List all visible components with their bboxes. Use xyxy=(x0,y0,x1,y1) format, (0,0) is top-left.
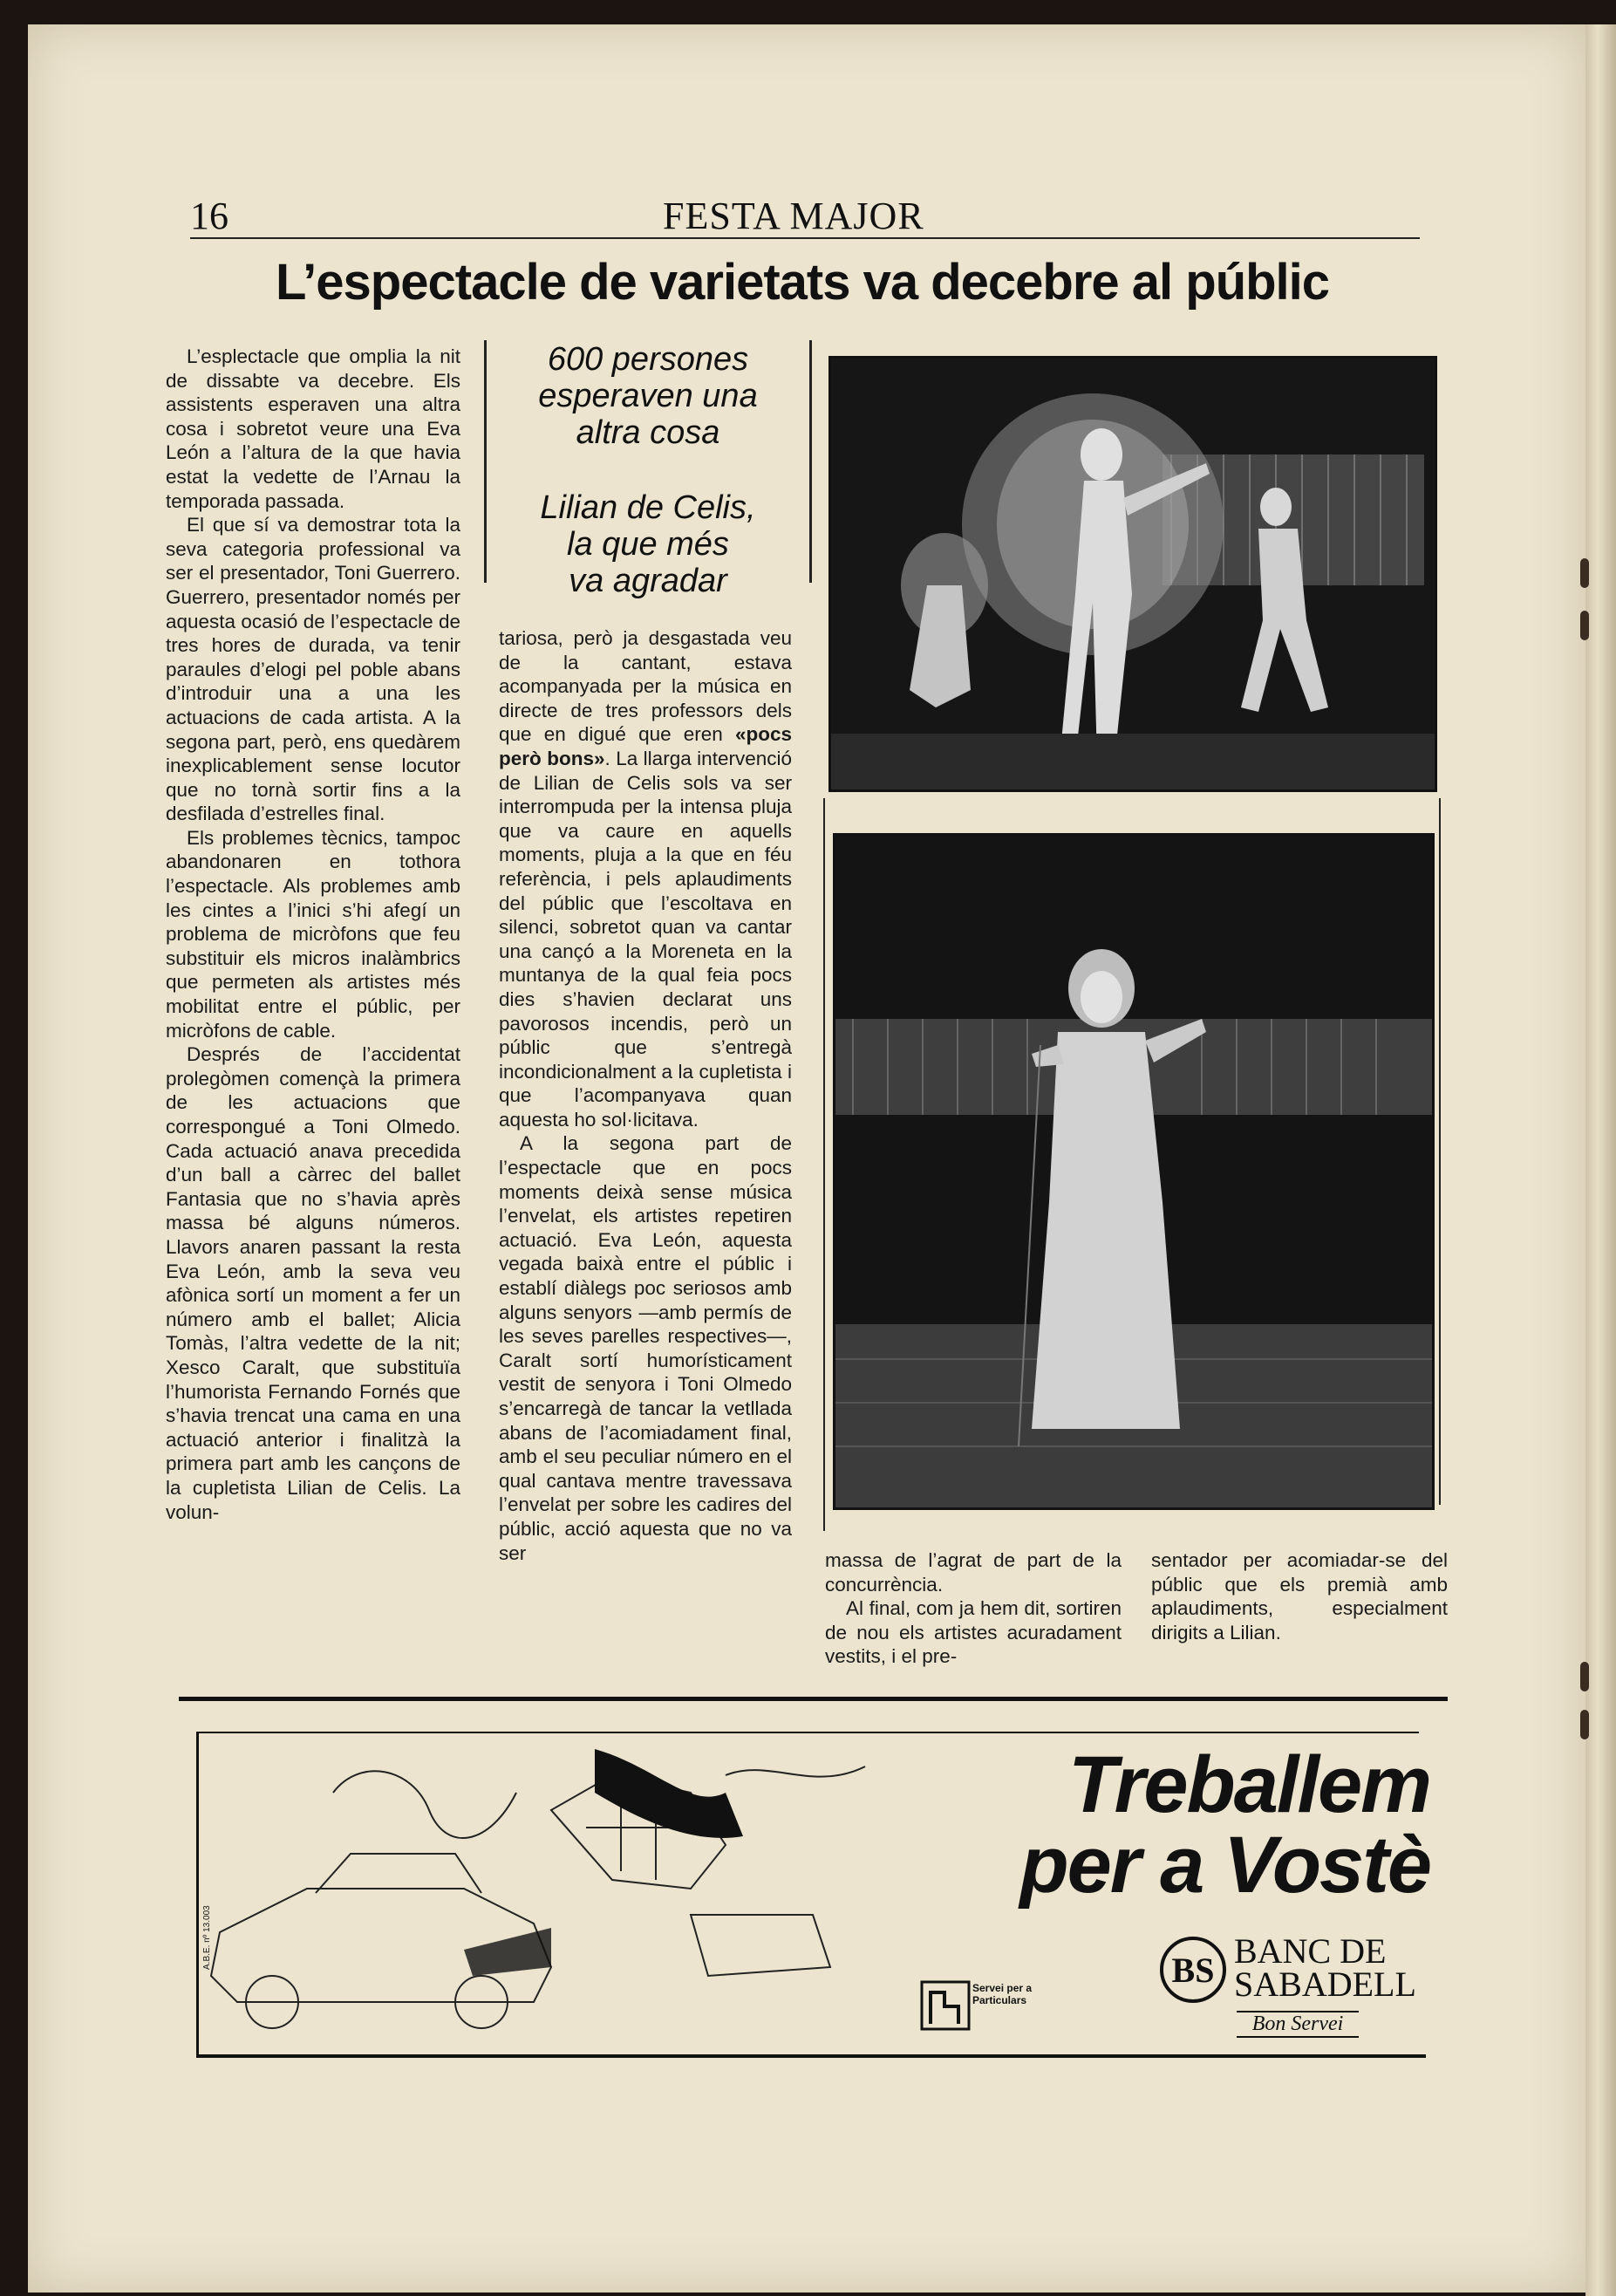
ad-slogan-line: per a Vostè xyxy=(1019,1821,1430,1910)
photo-dancers xyxy=(828,356,1437,792)
paragraph-text: tariosa, però ja desgastada veu de la cantant, estava acompanyada per la música en directe de tres professors dels que en digué que eren xyxy=(499,627,792,746)
article-column-1 xyxy=(166,345,460,1524)
column-rule xyxy=(823,798,825,1531)
page-number: 16 xyxy=(190,195,228,237)
binding-mark xyxy=(1580,1710,1589,1739)
paragraph: Després de l’accidentat prolegòmen començà la primera de les actuacions que correspongué a Toni Olmedo. Cada actuació anava precedida d’un ball a càrrec del ballet Fantasia que no s’havia après massa bé alguns números. Llavors anaren passant la resta Eva León, amb la seva veu afònica sortí un moment a fer un número amb el ballet; Alicia Tomàs, l’altra vedette de la nit; Xesco Caralt, que substituïa l’humorista Fernando Fornés que s’havia trencat una cama en una actuació anterior i finalitzà la primera part amb les cançons de la cupletista Lilian de Celis. La volun- xyxy=(166,1043,460,1523)
paragraph: L’esplectacle que omplia la nit de dissabte va decebre. Els assistents esperaven una altra cosa i sobretot veure una Eva León a l’altura de la que havia estat la vedette de l’Arnau la temporada passada. xyxy=(166,345,460,512)
pull-quote-line: altra cosa xyxy=(576,414,720,451)
ad-slogan-line: Treballem xyxy=(1068,1740,1430,1829)
service-label xyxy=(972,1982,1032,2006)
ad-slogan xyxy=(916,1740,1430,1910)
svg-text:BS: BS xyxy=(1171,1951,1215,1990)
paragraph: Al final, com ja hem dit, sortiren de nou els artistes acuradament vestits, i el pre- xyxy=(825,1597,1122,1668)
paragraph: massa de l’agrat de part de la concurrència. xyxy=(825,1549,1122,1596)
binding-mark xyxy=(1580,611,1589,640)
header-rule xyxy=(190,237,1420,239)
paragraph: Els problemes tècnics, tampoc abandonaren en tothora l’espectacle. Als problemes amb les cintes a l’inici s’hi afegí un problema de micròfons que feu substituir els micros inalàmbrics que permeten als artistes més mobilitat entre el públic, per micròfons de cable. xyxy=(166,826,460,1042)
bank-motto: Bon Servei xyxy=(1237,2011,1359,2038)
binding-mark xyxy=(1580,558,1589,588)
bank-name-line: BANC DE xyxy=(1234,1931,1387,1971)
article-column-4 xyxy=(1151,1548,1448,1644)
service-line: Particulars xyxy=(972,1994,1027,2006)
paragraph: sentador per acomiadar-se del públic que els premià amb aplaudiments, especialment dirigits a Lilian. xyxy=(1151,1549,1448,1643)
ad-code: A.B.E. nº 13.003 xyxy=(202,1905,212,1970)
bank-logo-icon xyxy=(1158,1935,1228,2005)
ad-rule xyxy=(196,1732,199,2054)
paragraph xyxy=(499,626,792,1131)
photo-singer xyxy=(833,833,1435,1510)
ad-rule xyxy=(196,1732,1419,1733)
pull-quote-line: 600 persones xyxy=(547,341,749,378)
page-edge xyxy=(1585,24,1616,2296)
pull-quote-line: esperaven una xyxy=(538,378,758,414)
pull-quote xyxy=(484,340,812,599)
binding-mark xyxy=(1580,1662,1589,1691)
article-headline: L’espectacle de varietats va decebre al públic xyxy=(275,254,1330,311)
pull-quote-line: Lilian de Celis, xyxy=(540,489,756,526)
section-title: FESTA MAJOR xyxy=(663,195,924,237)
article-column-2 xyxy=(499,626,792,1565)
service-line: Servei per a xyxy=(972,1982,1033,1994)
paragraph-text: . La llarga intervenció de Lilian de Celis sols va ser interrompuda per la intensa pluja que va caure en aquells moments, pluja a la que en féu referència, i pels aplaudiments del públic que l’escoltava en silenci, sobretot quan va cantar una cançó a la Moreneta en la muntanya de la qual feia pocs dies s’havien declarat uns pavorosos incendis, però un públic que s’entregà incondicionalment a la cupletista i que l’acompanyava quan aquesta ho sol·licitava. xyxy=(499,747,792,1131)
pull-quote-line: va agradar xyxy=(569,563,727,599)
article-column-3 xyxy=(825,1548,1122,1669)
ad-rule xyxy=(196,2054,1426,2058)
ad-illustration xyxy=(202,1740,900,2050)
paragraph: El que sí va demostrar tota la seva categoria professional va ser el presentador, Toni Guerrero. Guerrero, presentador només per aquesta ocasió de l’espectacle de tres hores de durada, va tenir paraules d’elogi pel poble abans d’introduir una a una les actuacions de cada artista. A la segona part, però, ens quedàrem inexplicablement sense locutor que no tornà sortir fins a la desfilada d’estrelles final. xyxy=(166,514,460,825)
bold-quote: «pocs però bons» xyxy=(499,723,792,769)
column-rule xyxy=(1439,798,1441,1505)
paragraph: A la segona part de l’espectacle que en pocs moments deixà sense música l’envelat, els artistes repetiren actuació. Eva León, aquesta vegada baixà entre el públic i establí diàlegs poc seriosos amb alguns senyors —amb permís de les seves parelles respectives—, Caralt sortí humorísticament vestit de senyora i Toni Olmedo s’encarregà de tancar la vetllada abans de l’acomiadament final, amb el seu peculiar número en el qual cantava mentre travessava l’envelat per sobre les cadires del públic, acció aquesta que no va ser xyxy=(499,1132,792,1564)
pull-quote-line: la que més xyxy=(567,526,729,563)
bank-name xyxy=(1234,1931,1416,2004)
ad-rule xyxy=(179,1697,1448,1701)
bank-name-line: SABADELL xyxy=(1234,1965,1416,2004)
